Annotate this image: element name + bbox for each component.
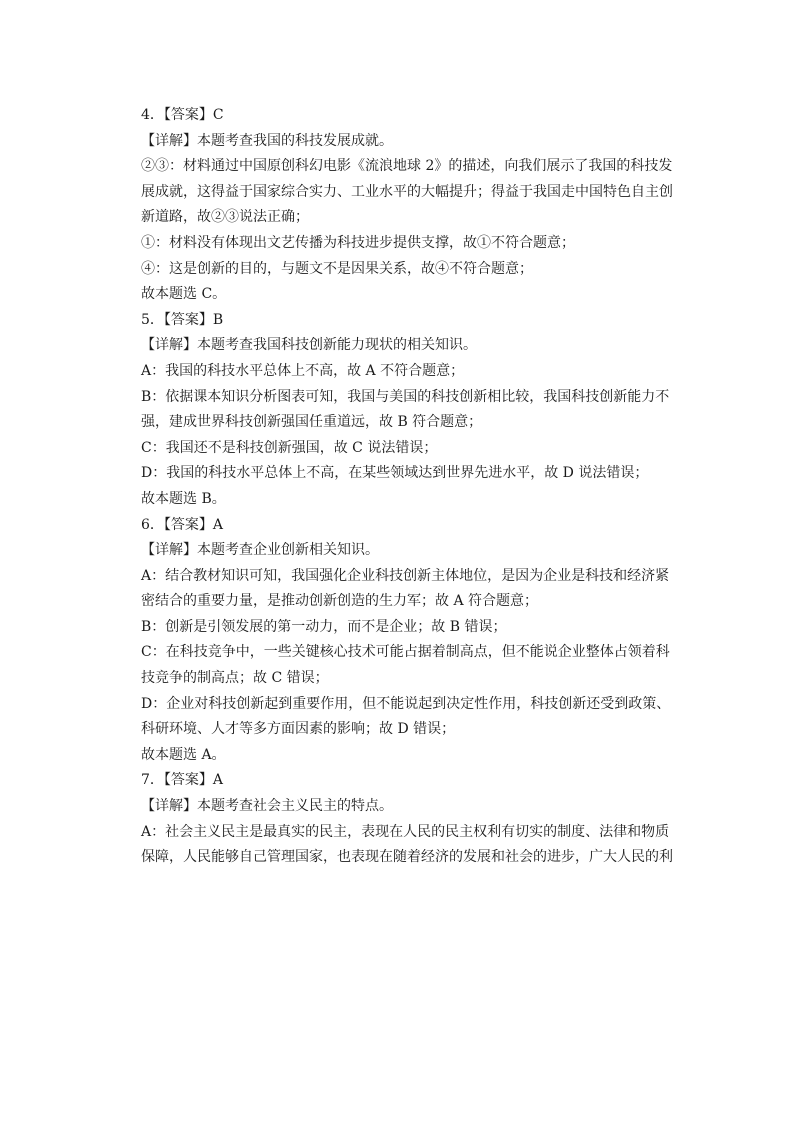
conclusion-line-6: 故本题选 A。 <box>141 746 226 763</box>
answer-heading-6: 6．【答案】A <box>141 516 224 533</box>
answer-heading-4: 4．【答案】C <box>141 107 224 123</box>
explanation-intro-6: 【详解】本题考查企业创新相关知识。 <box>141 542 379 559</box>
text-line: 展成就，这得益于国家综合实力、工业水平的大幅提升；得益于我国走中国特色自主创 <box>141 183 673 200</box>
text-line: 强，建成世界科技创新强国任重道远，故 B 符合题意； <box>141 414 483 431</box>
explanation-intro-7: 【详解】本题考查社会主义民主的特点。 <box>141 798 393 815</box>
text-line: 新道路，故②③说法正确； <box>141 209 309 226</box>
text-line: A：我国的科技水平总体上不高，故 A 不符合题意； <box>141 362 465 379</box>
text-line: D：我国的科技水平总体上不高，在某些领域达到世界先进水平，故 D 说法错误； <box>141 465 649 482</box>
text-line: C：我国还不是科技创新强国，故 C 说法错误； <box>141 439 438 456</box>
text-line: B：依据课本知识分析图表可知，我国与美国的科技创新相比较，我国科技创新能力不 <box>141 388 670 405</box>
answer-heading-7: 7．【答案】A <box>141 772 224 789</box>
text-line: 保障，人民能够自己管理国家，也表现在随着经济的发展和社会的进步，广大人民的利 <box>141 849 673 866</box>
text-line: A：结合教材知识可知，我国强化企业科技创新主体地位，是因为企业是科技和经济紧 <box>141 567 670 584</box>
text-line: 科研环境、人才等多方面因素的影响；故 D 错误； <box>141 721 456 738</box>
text-line: B：创新是引领发展的第一动力，而不是企业；故 B 错误； <box>141 618 507 635</box>
explanation-intro-4: 【详解】本题考查我国的科技发展成就。 <box>141 132 393 149</box>
conclusion-line-5: 故本题选 B。 <box>141 490 226 507</box>
text-line: ④：这是创新的目的，与题文不是因果关系，故④不符合题意； <box>141 260 533 277</box>
conclusion-line-4: 故本题选 C。 <box>141 286 227 303</box>
document-page <box>141 103 681 871</box>
text-line: 密结合的重要力量，是推动创新创造的生力军；故 A 符合题意； <box>141 593 539 610</box>
text-line: A：社会主义民主是最真实的民主，表现在人民的民主权利有切实的制度、法律和物质 <box>141 823 670 840</box>
text-line: D：企业对科技创新起到重要作用，但不能说起到决定性作用，科技创新还受到政策、 <box>141 695 671 712</box>
explanation-intro-5: 【详解】本题考查我国科技创新能力现状的相关知识。 <box>141 337 477 354</box>
text-line: ①：材料没有体现出文艺传播为科技进步提供支撑，故①不符合题意； <box>141 234 575 251</box>
text-line: 技竞争的制高点；故 C 错误； <box>141 670 329 687</box>
text-line: C：在科技竞争中，一些关键核心技术可能占据着制高点，但不能说企业整体占领着科 <box>141 644 670 661</box>
answer-heading-5: 5．【答案】B <box>141 311 224 328</box>
text-line: ②③：材料通过中国原创科幻电影《流浪地球 2》的描述，向我们展示了我国的科技发 <box>141 158 673 175</box>
